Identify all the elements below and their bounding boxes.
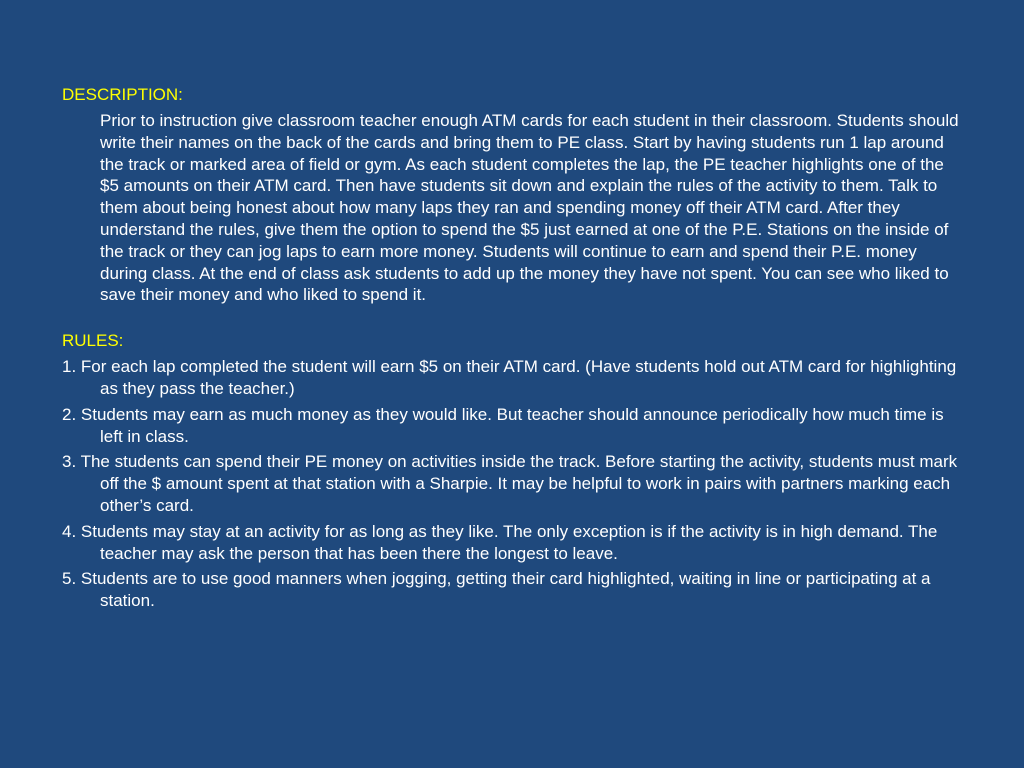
description-text: Prior to instruction give classroom teacher enough ATM cards for each student in their classroom. Students should write their names on the back of the cards and bring them to PE class. Start by having students run 1 lap around the track or marked area of field or gym. As each student completes the lap, the PE teacher highlights one of the $5 amounts on their ATM card. Then have students sit down and explain the rules of the activity to them. Talk to them about being honest about how many laps they ran and spending money off their ATM card. After they understand the rules, give them the option to spend the $5 just earned at one of the P.E. Stations on the inside of the track or they can jog laps to earn more money. Students will continue to earn and spend their P.E. money during class. At the end of class ask students to add up the money they have not spent. You can see who liked to save their money and who liked to spend it. bbox=[100, 111, 959, 305]
rules-list bbox=[62, 356, 966, 612]
rule-item-3: 3. The students can spend their PE money on activities inside the track. Before starting the activity, students must mark off the $ amount spent at that station with a Sharpie. It may be helpful to work in pairs with partners marking each other’s card. bbox=[62, 452, 958, 515]
rule-item-2: 2. Students may earn as much money as they would like. But teacher should announce periodically how much time is left in class. bbox=[62, 404, 944, 446]
rule-item-1: 1. For each lap completed the student will earn $5 on their ATM card. (Have students hold out ATM card for highlighting as they pass the teacher.) bbox=[62, 357, 957, 398]
rule-item-5: 5. Students are to use good manners when jogging, getting their card highlighted, waiting in line or participating at a station. bbox=[62, 569, 931, 611]
rules-heading: RULES: bbox=[62, 331, 124, 351]
rule-item-4: 4. Students may stay at an activity for as long as they like. The only exception is if the activity is in high demand. The teacher may ask the person that has been there the longest to leave. bbox=[62, 521, 938, 563]
description-heading: DESCRIPTION: bbox=[62, 85, 183, 104]
